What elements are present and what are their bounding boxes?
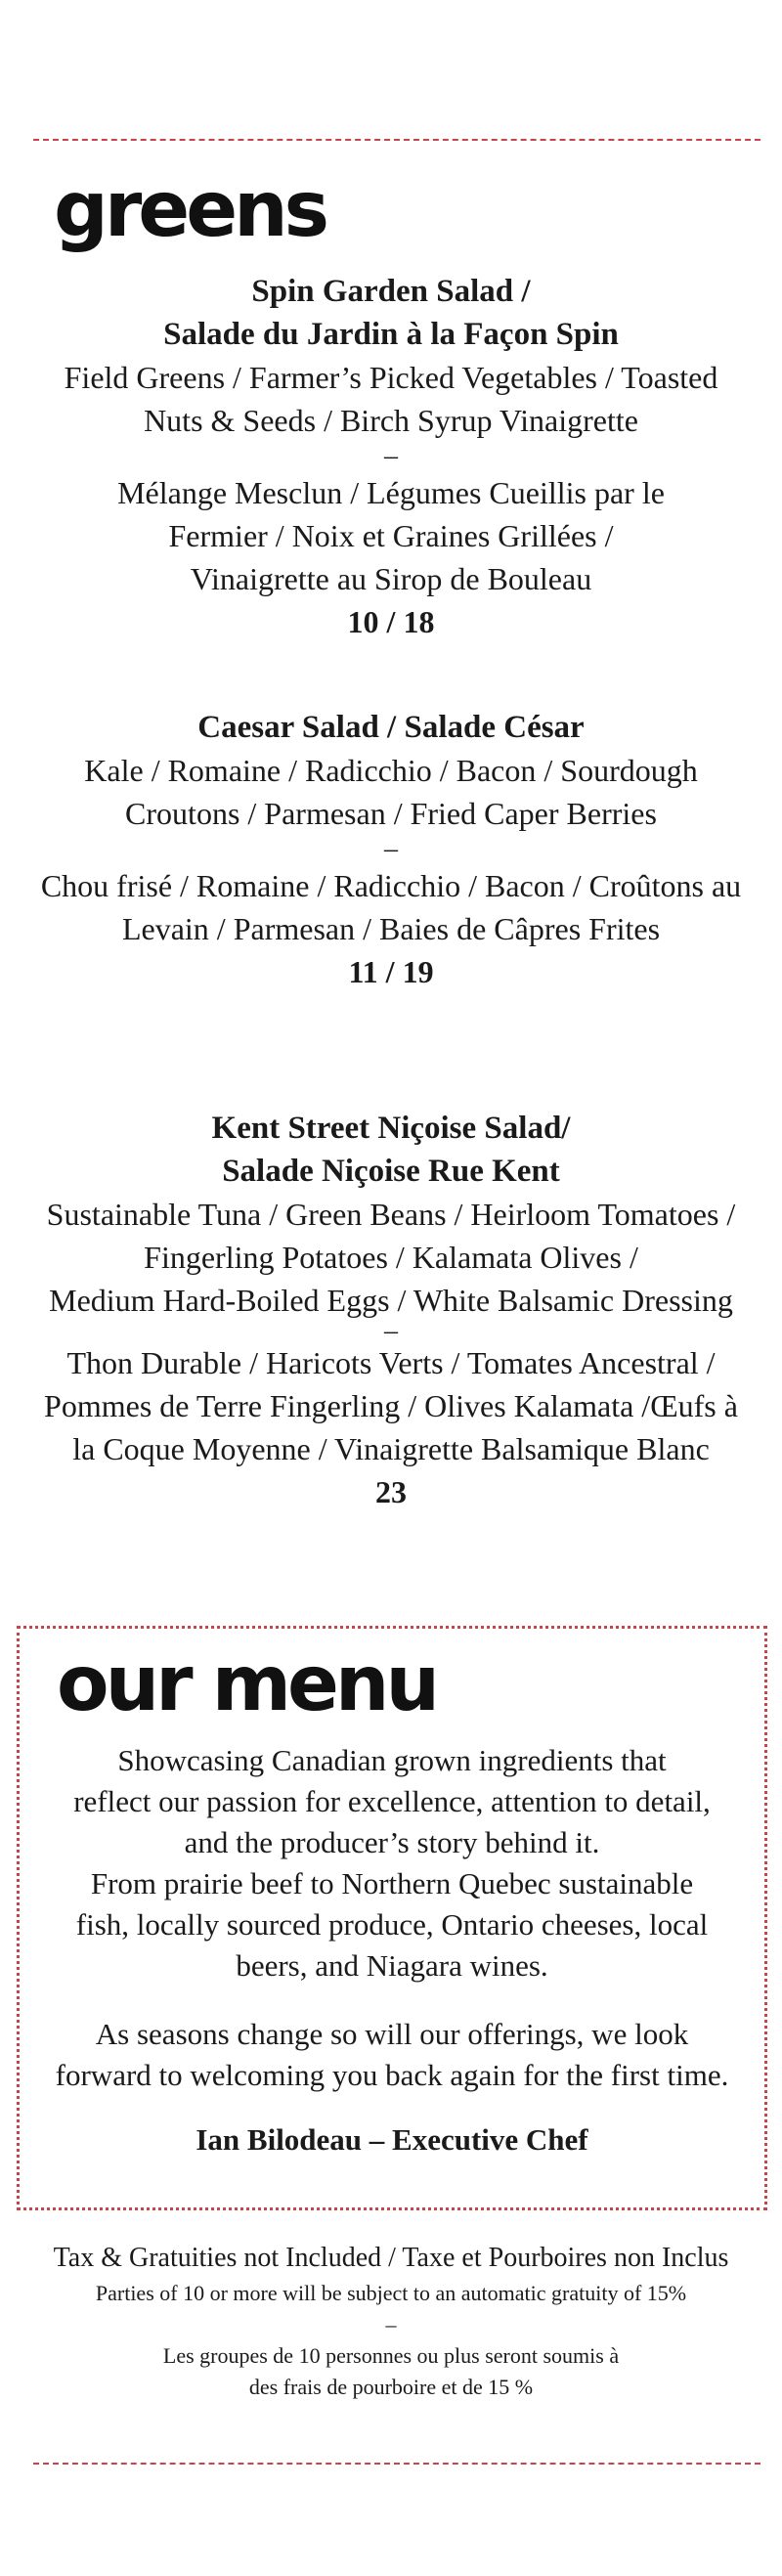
paragraph-line: forward to welcoming you back again for the first time. bbox=[55, 2058, 729, 2092]
item-desc-en-line: Croutons / Parmesan / Fried Caper Berries bbox=[125, 796, 657, 831]
item-desc-en-line: Kale / Romaine / Radicchio / Bacon / Sourdough bbox=[84, 753, 698, 788]
item-price: 10 / 18 bbox=[347, 604, 435, 639]
footer-separator: – bbox=[385, 2312, 397, 2336]
menu-item-nicoise-salad bbox=[0, 1107, 782, 1513]
our-menu-paragraph-1 bbox=[20, 1740, 764, 1987]
top-divider bbox=[33, 139, 760, 141]
item-desc-en-line: Fingerling Potatoes / Kalamata Olives / bbox=[144, 1240, 638, 1275]
paragraph-line: reflect our passion for excellence, attention to detail, bbox=[73, 1784, 711, 1818]
item-desc-en-line: Sustainable Tuna / Green Beans / Heirloom Tomatoes / bbox=[46, 1197, 736, 1232]
footer-gratuity-en: Parties of 10 or more will be subject to an automatic gratuity of 15% bbox=[95, 2281, 687, 2305]
greens-heading: greens bbox=[54, 166, 326, 254]
item-price: 11 / 19 bbox=[348, 954, 434, 989]
item-title-line: Kent Street Niçoise Salad/ bbox=[211, 1111, 571, 1146]
item-separator: – bbox=[384, 1316, 398, 1346]
paragraph-line: beers, and Niagara wines. bbox=[236, 1948, 548, 1983]
paragraph-line: As seasons change so will our offerings, we look bbox=[95, 2017, 689, 2051]
footer-gratuity-fr-line: Les groupes de 10 personnes ou plus seront soumis à bbox=[162, 2343, 620, 2368]
paragraph-line: Showcasing Canadian grown ingredients that bbox=[117, 1743, 667, 1777]
item-desc-fr-line: Mélange Mesclun / Légumes Cueillis par le bbox=[117, 475, 665, 510]
item-desc-fr-line: Vinaigrette au Sirop de Bouleau bbox=[190, 561, 592, 596]
item-desc-fr-line: Fermier / Noix et Graines Grillées / bbox=[168, 518, 614, 553]
item-price: 23 bbox=[375, 1474, 407, 1509]
our-menu-heading: our menu bbox=[57, 1640, 436, 1728]
chef-signature: Ian Bilodeau – Executive Chef bbox=[196, 2122, 588, 2157]
menu-item-caesar-salad bbox=[0, 706, 782, 993]
footer-gratuity-fr-line: des frais de pourboire et de 15 % bbox=[248, 2375, 534, 2399]
item-desc-fr-line: Levain / Parmesan / Baies de Câpres Frites bbox=[121, 911, 661, 946]
item-desc-fr-line: la Coque Moyenne / Vinaigrette Balsamique Blanc bbox=[72, 1431, 710, 1466]
item-title-line: Spin Garden Salad / bbox=[251, 274, 531, 309]
item-desc-en-line: Field Greens / Farmer’s Picked Vegetables / Toasted bbox=[64, 360, 718, 395]
item-title-line: Salade du Jardin à la Façon Spin bbox=[163, 317, 619, 352]
item-title-line: Salade Niçoise Rue Kent bbox=[222, 1154, 560, 1189]
menu-item-spin-garden-salad bbox=[0, 270, 782, 643]
paragraph-line: fish, locally sourced produce, Ontario cheeses, local bbox=[75, 1907, 709, 1942]
footer-tax-note: Tax & Gratuities not Included / Taxe et Pourboires non Inclus bbox=[53, 2243, 729, 2273]
paragraph-line: From prairie beef to Northern Quebec sustainable bbox=[90, 1866, 694, 1900]
item-desc-fr-line: Chou frisé / Romaine / Radicchio / Bacon / Croûtons au bbox=[40, 868, 742, 903]
item-desc-fr-line: Thon Durable / Haricots Verts / Tomates Ancestral / bbox=[66, 1345, 716, 1380]
item-title-line: Caesar Salad / Salade César bbox=[197, 710, 585, 745]
item-desc-en-line: Nuts & Seeds / Birch Syrup Vinaigrette bbox=[144, 403, 638, 438]
item-separator: – bbox=[384, 834, 398, 864]
our-menu-box bbox=[17, 1626, 767, 2210]
item-separator: – bbox=[384, 441, 398, 471]
item-desc-fr-line: Pommes de Terre Fingerling / Olives Kalamata /Œufs à bbox=[44, 1388, 738, 1423]
item-desc-en-line: Medium Hard-Boiled Eggs / White Balsamic Dressing bbox=[49, 1283, 733, 1318]
our-menu-paragraph-2 bbox=[20, 2014, 764, 2096]
footer-notes bbox=[0, 2239, 782, 2403]
paragraph-line: and the producer’s story behind it. bbox=[184, 1825, 600, 1859]
bottom-divider bbox=[33, 2463, 760, 2465]
